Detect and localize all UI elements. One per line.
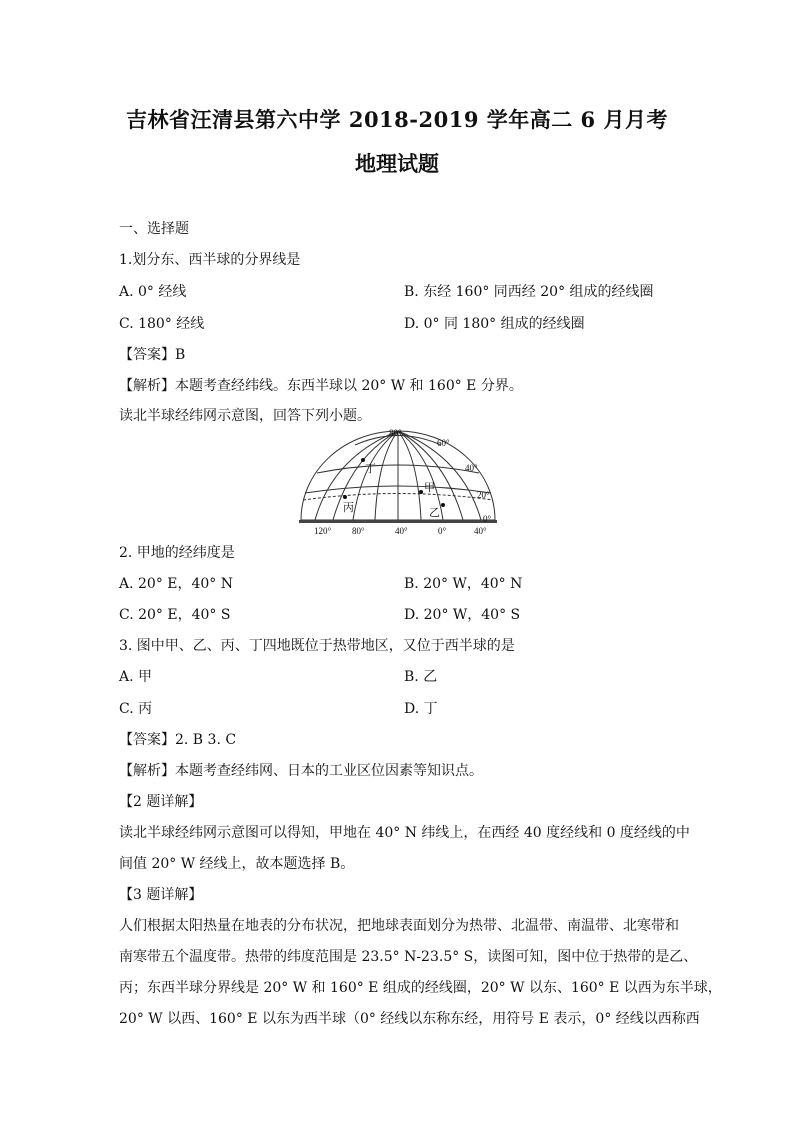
section-heading: 一、选择题 [119,221,189,237]
q3-option-a: A. 甲 [119,669,153,685]
q2-option-d: D. 20° W，40° S [404,607,521,623]
q3-option-c: C. 丙 [119,701,153,717]
q23-analysis: 【解析】本题考查经纬网、日本的工业区位因素等知识点。 [119,763,483,779]
detail3-line-3: 丙；东西半球分界线是 20° W 和 160° E 组成的经线圈，20° W 以东、160° E 以西为东半球， [119,980,722,996]
q3-stem: 3. 图中甲、乙、丙、丁四地既位于热带地区，又位于西半球的是 [119,638,515,654]
q1-option-d: D. 0° 同 180° 组成的经线圈 [404,316,585,332]
q3-option-d: D. 丁 [404,701,438,717]
point-yi [441,503,445,507]
q23-answer: 【答案】2. B 3. C [119,732,237,748]
lat-label: 40° [465,463,478,473]
lat-label: 20° [477,490,490,500]
lat-label: 80° [389,428,402,438]
place-label: 丁 [365,462,376,475]
detail3-heading: 【3 题详解】 [119,887,203,903]
equator-bar [299,520,497,523]
q1-option-b: B. 东经 160° 同西经 20° 组成的经线圈 [404,284,654,300]
q2-stem: 2. 甲地的经纬度是 [119,545,235,561]
q3-option-b: B. 乙 [404,669,438,685]
place-label: 丙 [343,501,354,514]
detail3-line-2: 南寒带五个温度带。热带的纬度范围是 23.5° N-23.5° S，读图可知，图中位于热带的是乙、 [119,949,698,965]
q2-option-c: C. 20° E，40° S [119,607,231,623]
q2-option-b: B. 20° W，40° N [404,576,523,592]
detail2-heading: 【2 题详解】 [119,794,203,810]
lon-label: 0° [438,526,447,536]
lon-label: 40° [474,526,487,536]
lon-label: 80° [352,526,365,536]
detail3-line-1: 人们根据太阳热量在地表的分布状况，把地球表面划分为热带、北温带、南温带、北寒带和 [119,918,679,934]
q1-analysis: 【解析】本题考查经纬线。东西半球以 20° W 和 160° E 分界。 [119,378,523,394]
detail2-line-1: 读北半球经纬网示意图可以得知，甲地在 40° N 纬线上，在西经 40 度经线和 0 度经线的中 [119,825,690,841]
place-label: 甲 [424,481,435,494]
document-subtitle: 地理试题 [355,151,439,176]
lat-label: 0° [483,514,492,524]
q1-stem: 1.划分东、西半球的分界线是 [119,252,301,268]
q2-option-a: A. 20° E，40° N [119,576,234,592]
document-title: 吉林省汪清县第六中学 2018-2019 学年高二 6 月月考 [126,107,668,132]
detail3-line-4: 20° W 以西、160° E 以东为西半球（0° 经线以东称东经，用符号 E 表示，0° 经线以西称西 [119,1011,700,1027]
q1-option-c: C. 180° 经线 [119,316,205,332]
place-label: 乙 [429,506,440,519]
lon-label: 120° [314,526,332,536]
detail2-line-2: 间值 20° W 经线上，故本题选择 B。 [119,856,355,872]
lat-label: 60° [437,438,450,448]
lon-label: 40° [395,526,408,536]
graticule-figure [293,427,503,539]
q1-option-a: A. 0° 经线 [119,284,187,300]
point-bing [343,495,347,499]
q1-answer: 【答案】B [119,347,186,363]
figure-intro: 读北半球经纬网示意图，回答下列小题。 [119,408,371,424]
point-jia [419,490,423,494]
